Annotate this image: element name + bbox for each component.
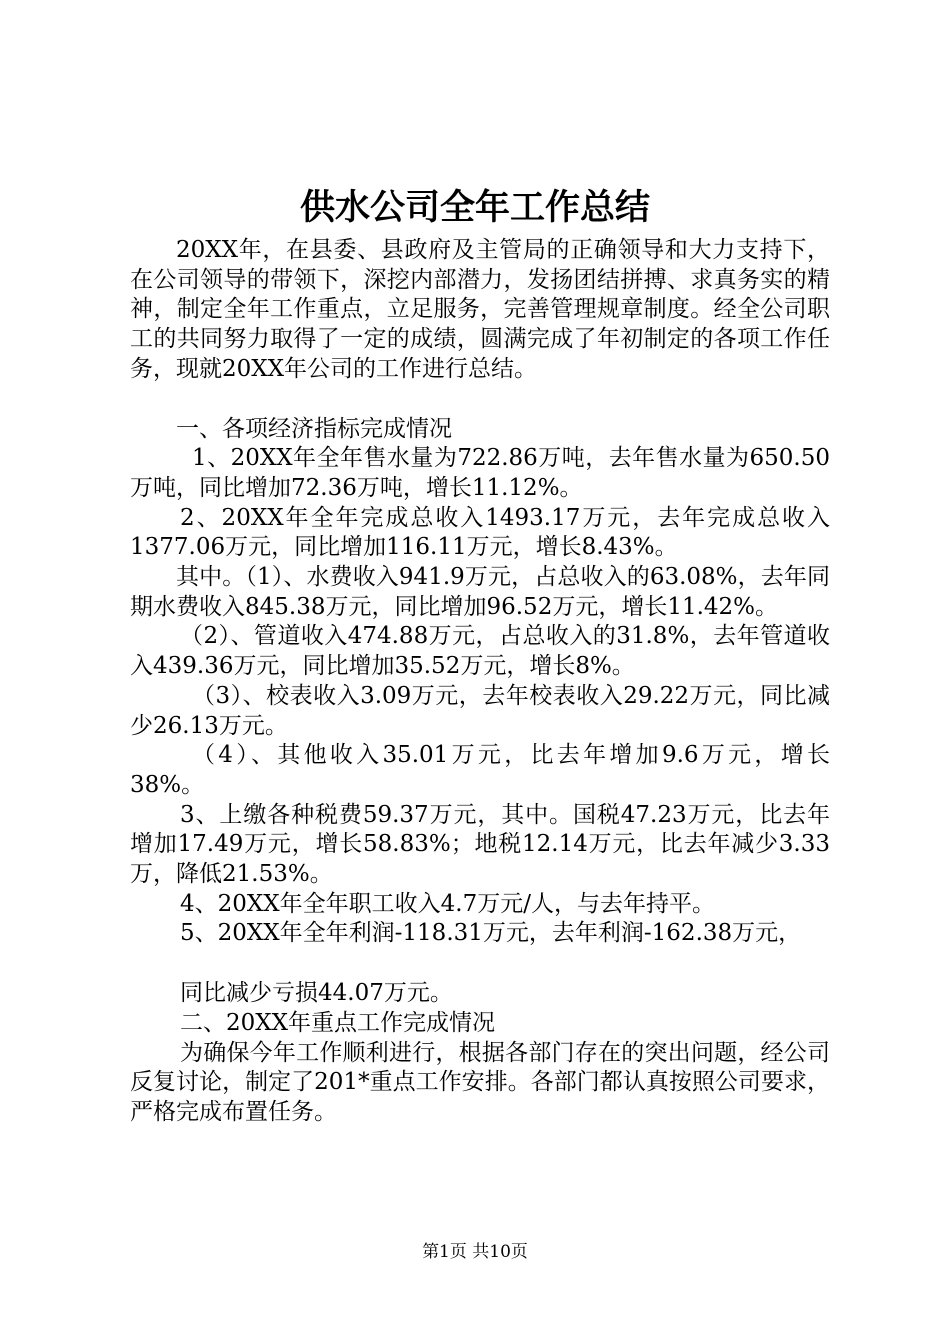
indicator-item-2-detail-2: （2）、管道收入474.88万元，占总收入的31.8%，去年管道收入439.36万元，同比增加35.52万元，增长8%。 <box>130 623 830 680</box>
paragraph-gap <box>130 385 830 415</box>
section-heading-2: 二、20XX年重点工作完成情况 <box>180 1009 496 1036</box>
intro-paragraph: 20XX年，在县委、县政府及主管局的正确领导和大力支持下，在公司领导的带领下，深挖内部潜力，发扬团结拼搏、求真务实的精神，制定全年工作重点，立足服务，完善管理规章制度。经全公司职工的共同努力取得了一定的成绩，圆满完成了年初制定的各项工作任务，现就20XX年公司的工作进行总结。 <box>130 237 830 382</box>
paragraph-gap <box>130 949 830 979</box>
indicator-item-2-detail-1: 其中。（1）、水费收入941.9万元，占总收入的63.08%，去年同期水费收入845.38万元，同比增加96.52万元，增长11.42%。 <box>130 564 830 620</box>
section-heading-1: 一、各项经济指标完成情况 <box>176 415 452 442</box>
indicator-item-5: 5、20XX年全年利润-118.31万元，去年利润-162.38万元， <box>180 920 802 947</box>
page-number-footer: 第1页 共10页 <box>422 1242 528 1262</box>
indicator-item-2-detail-4: （4）、其他收入35.01万元，比去年增加9.6万元，增长38%。 <box>130 742 830 798</box>
indicator-item-2-detail-3: （3）、校表收入3.09万元，去年校表收入29.22万元，同比减少26.13万元。 <box>130 682 830 739</box>
indicator-item-1: 1、20XX年全年售水量为722.86万吨，去年售水量为650.50万吨，同比增加72.36万吨，增长11.12%。 <box>130 445 830 501</box>
indicator-item-5-continued: 同比减少亏损44.07万元。 <box>180 980 453 1007</box>
indicator-item-3: 3、上缴各种税费59.37万元，其中。国税47.23万元，比去年增加17.49万元，增长58.83%；地税12.14万元，比去年减少3.33万，降低21.53%。 <box>130 801 830 888</box>
indicator-item-4: 4、20XX年全年职工收入4.7万元/人，与去年持平。 <box>180 890 715 917</box>
indicator-item-2: 2、20XX年全年完成总收入1493.17万元，去年完成总收入1377.06万元，同比增加116.11万元，增长8.43%。 <box>130 504 830 561</box>
document-title: 供水公司全年工作总结 <box>299 188 650 228</box>
document-body <box>130 236 830 1128</box>
key-work-paragraph: 为确保今年工作顺利进行，根据各部门存在的突出问题，经公司反复讨论，制定了201*重点工作安排。各部门都认真按照公司要求，严格完成布置任务。 <box>130 1039 830 1125</box>
